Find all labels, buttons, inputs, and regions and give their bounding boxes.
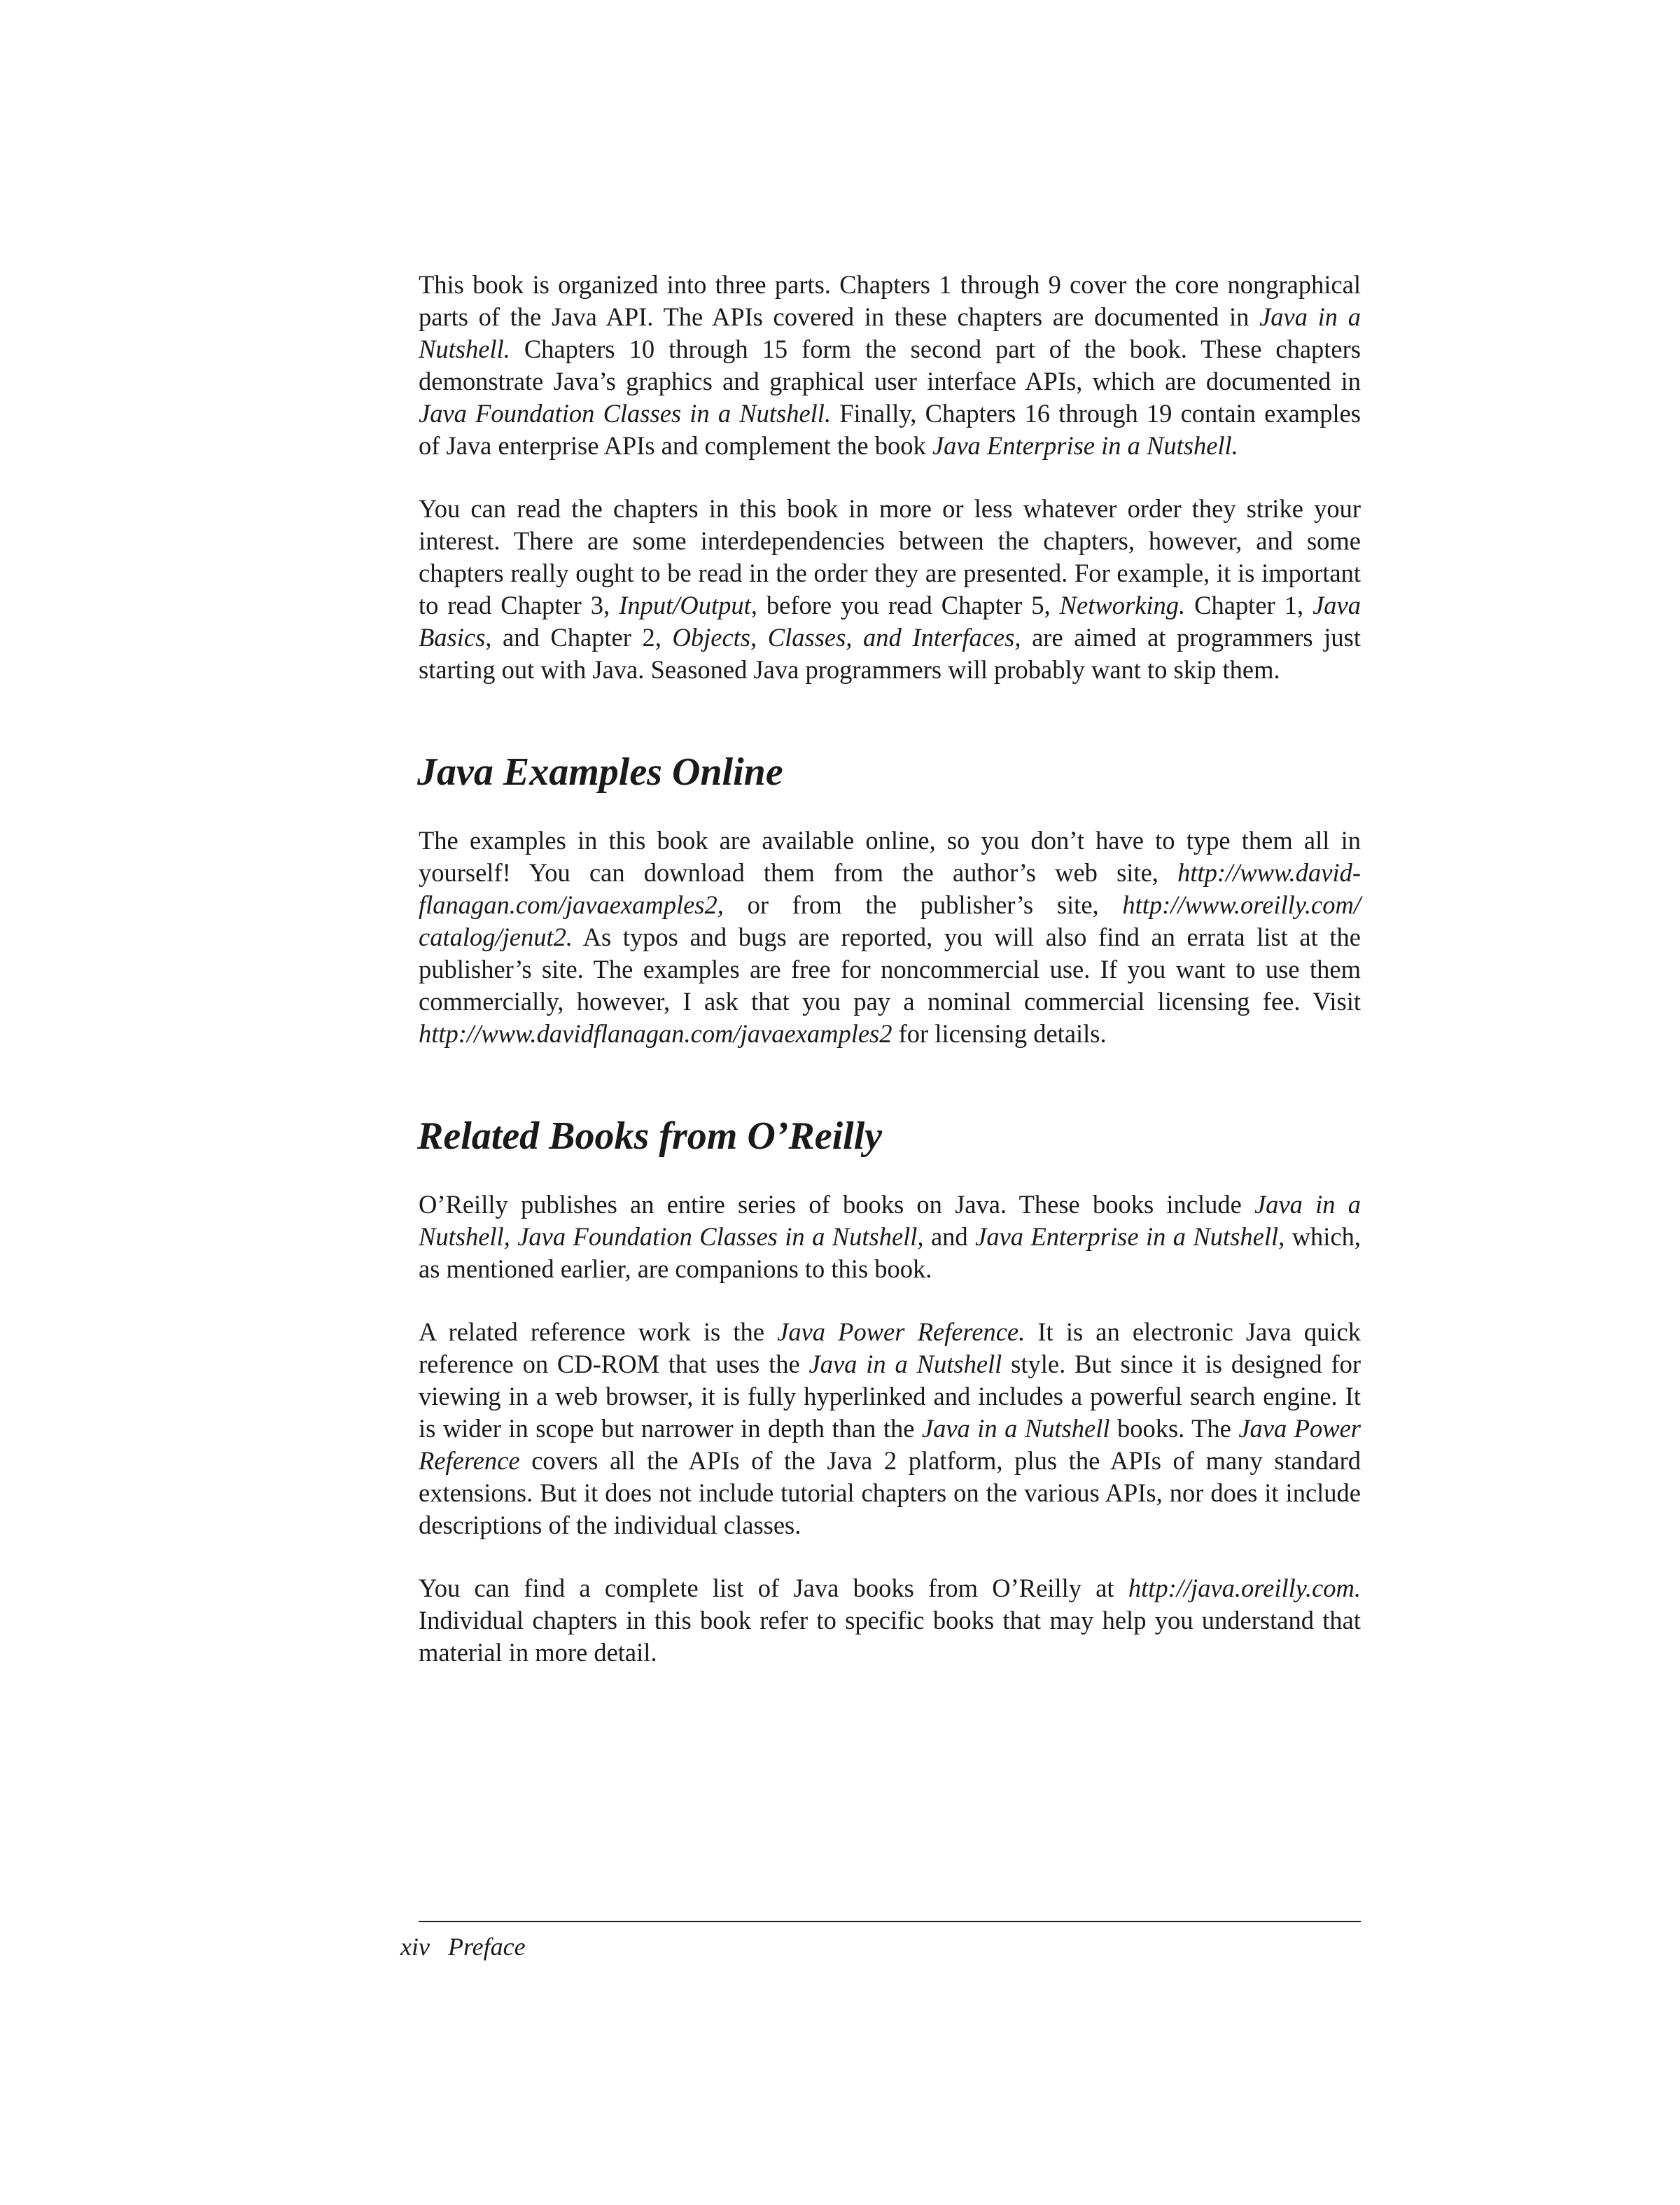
text-run: Chapter 1,	[1185, 591, 1313, 620]
italic-text: http://java.oreilly.com.	[1128, 1574, 1361, 1602]
text-run: and	[923, 1222, 976, 1251]
text-run: or from the publisher’s site,	[723, 890, 1123, 919]
text-run: O’Reilly publishes an entire series of books on Java. These books include	[419, 1190, 1255, 1219]
text-run: are aimed at programmers just starting out with Java. Seasoned Java programmers will probably want to skip them.	[419, 623, 1361, 684]
text-run: The examples in this book are available online, so you don’t have to type them all in yourself! You can download them from the author’s web site,	[419, 826, 1361, 887]
text-run: style. But since it is designed for viewing in a web browser, it is fully hyperlinked and includes a powerful search engine. It is wider in scope but narrower in depth than the	[419, 1350, 1361, 1443]
text-run: Finally, Chapters 16 through 19 contain examples of Java enterprise APIs and complement the book	[419, 399, 1362, 460]
page-footer	[400, 1931, 526, 1963]
text-run: books. The	[1110, 1414, 1239, 1443]
page-number: xiv	[400, 1933, 430, 1961]
italic-text: Input/Output,	[619, 591, 757, 620]
section-heading-examples-online: Java Examples Online	[417, 750, 783, 794]
text-run: It is an electronic Java quick reference on CD-ROM that uses the	[419, 1317, 1361, 1378]
text-run: which, as mentioned earlier, are companions to this book.	[419, 1222, 1362, 1283]
related-books-paragraph-2	[419, 1316, 1361, 1541]
italic-text: Java in a Nutshell, Java Foundation Classes in a Nutshell,	[419, 1190, 1361, 1251]
footer-rule	[419, 1921, 1361, 1922]
page-content	[419, 269, 1361, 1700]
italic-text: Java Basics,	[419, 591, 1361, 652]
related-books-paragraph-1	[419, 1189, 1361, 1285]
italic-text: Java in a Nutshell	[808, 1350, 1002, 1378]
italic-text: http://www.oreilly.com/​catalog/jenut2.	[419, 890, 1361, 951]
text-run: As typos and bugs are reported, you will also find an errata list at the publisher’s site. The examples are free for noncommercial use. If you want to use them commercially, however, I ask that you pay a nominal commercial licensing fee. Visit	[419, 923, 1361, 1016]
italic-text: Java Enterprise in a Nutshell,	[975, 1222, 1285, 1251]
running-footer-title: Preface	[447, 1933, 526, 1961]
italic-text: Java in a Nutshell.	[419, 302, 1361, 363]
text-run: Individual chapters in this book refer to specific books that may help you understand that material in more detail.	[419, 1606, 1361, 1667]
italic-text: http://www.davidflanagan.com/javaexamples2	[419, 1019, 892, 1048]
text-run: and Chapter 2,	[491, 623, 673, 652]
text-run: for licensing details.	[892, 1019, 1107, 1048]
intro-paragraph-2	[419, 493, 1361, 686]
text-run: You can find a complete list of Java books from O’Reilly at	[419, 1574, 1128, 1602]
text-run: You can read the chapters in this book in more or less whatever order they strike your interest. There are some interdependencies between the chapters, however, and some chapters really ought to be read in the order they are presented. For example, it is important to read Chapter 3,	[419, 494, 1361, 620]
section-heading-related-books: Related Books from O’Reilly	[417, 1114, 883, 1158]
text-run: This book is organized into three parts. Chapters 1 through 9 cover the core nongraphical parts of the Java API. The APIs covered in these chapters are documented in	[419, 270, 1361, 331]
italic-text: Objects, Classes, and Interfaces,	[672, 623, 1021, 652]
italic-text: Java Power Reference.	[777, 1317, 1026, 1346]
related-books-paragraph-3	[419, 1572, 1361, 1669]
text-run: A related reference work is the	[419, 1317, 778, 1346]
italic-text: Java Enterprise in a Nutshell.	[932, 431, 1238, 460]
text-run: Chapters 10 through 15 form the second part of the book. These chapters demonstrate Java’s graphics and graphical user interface APIs, which are documented in	[419, 335, 1361, 396]
italic-text: Java Foundation Classes in a Nutshell.	[419, 399, 832, 428]
text-run: covers all the APIs of the Java 2 platform, plus the APIs of many standard extensions. But it does not include tutorial chapters on the various APIs, nor does it include descriptions of the individual classes.	[419, 1446, 1361, 1539]
examples-online-paragraph	[419, 825, 1361, 1050]
italic-text: Networking.	[1059, 591, 1186, 620]
italic-text: Java Power Reference	[419, 1414, 1362, 1475]
italic-text: http://www.davidflanagan.com/javaexamples2,	[419, 858, 1361, 919]
intro-paragraph-1	[419, 269, 1361, 462]
text-run: before you read Chapter 5,	[757, 591, 1060, 620]
italic-text: Java in a Nutshell	[921, 1414, 1110, 1443]
